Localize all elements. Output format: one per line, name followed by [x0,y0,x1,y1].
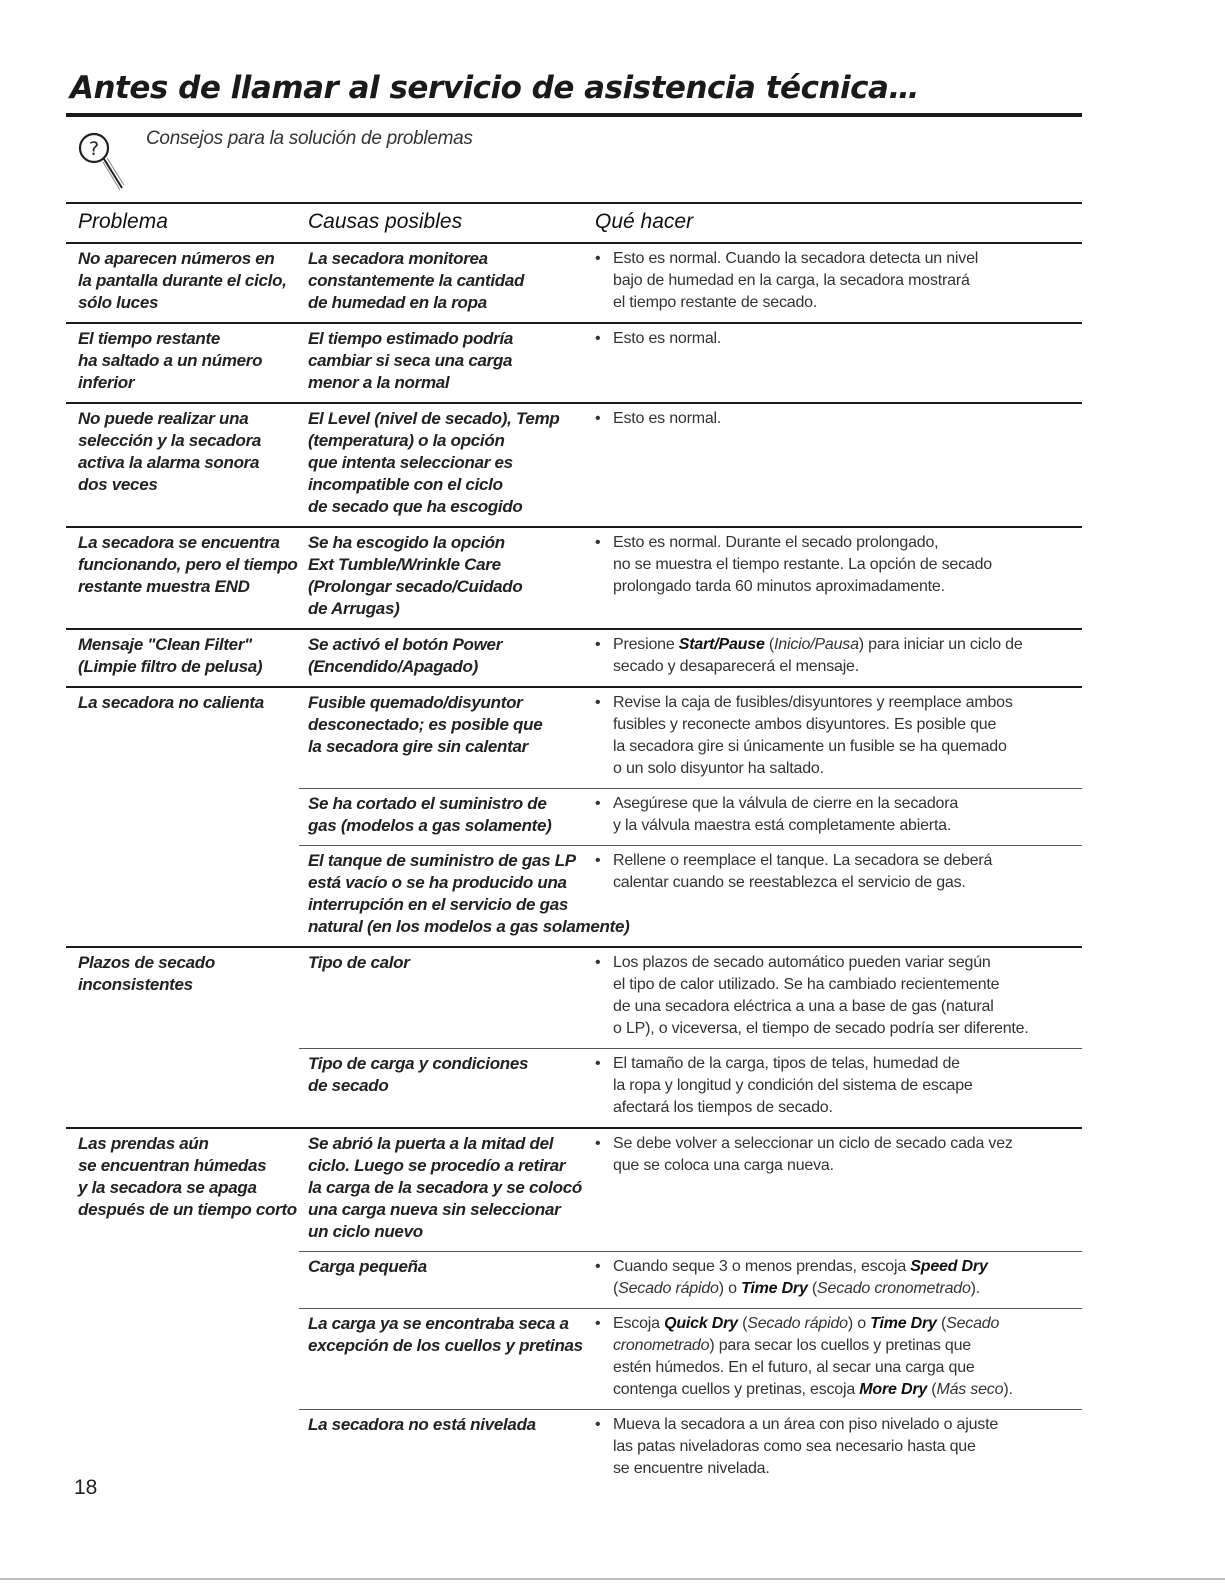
todo-part: Escoja [613,1315,665,1332]
cause-text: Se abrió la puerta a la mitad del ciclo. Luego se procedío a retirar la carga de la secadora y se colocó una carga nueva sin seleccionar un ciclo nuevo [308,1134,582,1241]
todo-text: • Mueva la secadora a un área con piso nivelado o ajuste las patas niveladoras como sea necesario hasta que se encuentre nivelada. [595,1414,1082,1480]
todo-part: ( [936,1315,947,1332]
todo-part: Cuando seque 3 o menos prendas, escoja [613,1258,911,1275]
todo-text: • Esto es normal. [595,328,1082,350]
problem-group [66,404,1082,528]
todo-text: • Se debe volver a seleccionar un ciclo de secado cada vez que se coloca una carga nueva. [595,1133,1082,1177]
cause-entry [299,688,1082,788]
problem-text: Plazos de secado inconsistentes [78,953,215,994]
page-title: Antes de llamar al servicio de asistencia técnica… [70,70,919,106]
bottom-rule [0,1578,1225,1580]
todo-part: ( [764,636,775,653]
problem-group [66,528,1082,630]
cause-text: Se ha escogido la opción Ext Tumble/Wrinkle Care (Prolongar secado/Cuidado de Arrugas) [308,533,523,618]
cause-text: La secadora monitorea constantemente la cantidad de humedad en la ropa [308,249,525,312]
cause-text: Carga pequeña [308,1257,427,1276]
todo-part: ). [970,1280,981,1297]
problem-group [66,244,1082,324]
header-problem: Problema [78,210,168,233]
cause-text: Fusible quemado/disyuntor desconectado; es posible que la secadora gire sin calentar [308,693,543,756]
quick-dry-label: Quick Dry [664,1315,738,1332]
todo-text [595,1313,1082,1401]
cause-text: Tipo de carga y condiciones de secado [308,1054,529,1095]
cause-entry [299,528,1082,628]
cause-text: Se activó el botón Power (Encendido/Apagado) [308,635,503,676]
cause-text: El tanque de suministro de gas LP está vacío o se ha producido una interrupción en el servicio de gas natural (en los modelos a gas solamente) [308,851,630,936]
page-subtitle: Consejos para la solución de problemas [146,128,473,149]
todo-text: • Esto es normal. Durante el secado prolongado, no se muestra el tiempo restante. La opción de secado prolongado tarda 60 minutos aproximadamente. [595,532,1082,598]
todo-part: ( [807,1280,818,1297]
todo-part: Más seco [936,1381,1004,1398]
todo-part: ) o [718,1280,742,1297]
todo-text: • Revise la caja de fusibles/disyuntores y reemplace ambos fusibles y reconecte ambos disyuntores. Es posible que la secadora gire si únicamente un fusible se ha quemado o un solo disyuntor ha saltado. [595,692,1082,780]
cause-text: El Level (nivel de secado), Temp (temperatura) o la opción que intenta seleccionar es incompatible con el ciclo de secado que ha escogido [308,409,560,516]
page-number: 18 [74,1476,98,1499]
problem-group [66,948,1082,1129]
troubleshooting-table [66,202,1082,1488]
cause-entry [299,1129,1082,1251]
todo-text: • Los plazos de secado automático pueden variar según el tipo de calor utilizado. Se ha cambiado recientemente de una secadora eléctrica a una a base de gas (natural o LP), o viceversa, el tiempo de secado podría ser diferente. [595,952,1082,1040]
problem-text: No aparecen números en la pantalla durante el ciclo, sólo luces [78,249,287,312]
cause-text: La secadora no está nivelada [308,1415,536,1434]
cause-text: Se ha cortado el suministro de gas (modelos a gas solamente) [308,794,552,835]
todo-part: ( [613,1280,619,1297]
more-dry-label: More Dry [859,1381,928,1398]
todo-text [595,1256,1082,1300]
cause-text: El tiempo estimado podría cambiar si seca una carga menor a la normal [308,329,514,392]
problem-group [66,324,1082,404]
todo-part: ) o [847,1315,871,1332]
question-magnifier-icon [76,130,126,194]
todo-part: ( [737,1315,748,1332]
cause-entry [299,1251,1082,1308]
todo-part: ) para secar los cuellos y pretinas que estén húmedos. En el futuro, al secar una carga que contenga cuellos y pretinas, escoja [613,1337,975,1398]
todo-part: Secado cronometrado [817,1280,971,1297]
todo-part: Secado rápido [618,1280,719,1297]
header-todo: Qué hacer [595,210,694,233]
cause-entry [299,1409,1082,1488]
time-dry-label: Time Dry [741,1280,808,1297]
problem-text: La secadora se encuentra funcionando, pero el tiempo restante muestra END [78,533,298,596]
cause-entry [299,1308,1082,1409]
cause-entry [299,404,1082,526]
todo-text: • Esto es normal. Cuando la secadora detecta un nivel bajo de humedad en la carga, la secadora mostrará el tiempo restante de secado. [595,248,1082,314]
todo-part: Inicio/Pausa [774,636,859,653]
todo-part: ( [927,1381,937,1398]
svg-text:?: ? [88,138,100,160]
problem-text: Mensaje "Clean Filter" (Limpie filtro de pelusa) [78,635,263,676]
problem-text: El tiempo restante ha saltado a un número inferior [78,329,263,392]
todo-part: ) para iniciar un ciclo de secado y desaparecerá el mensaje. [613,636,1023,675]
todo-part: ). [1003,1381,1013,1398]
table-header [66,202,1082,244]
cause-text: La carga ya se encontraba seca a excepción de los cuellos y pretinas [308,1314,583,1355]
cause-text: Tipo de calor [308,953,410,972]
cause-entry [299,948,1082,1048]
todo-text [595,634,1082,678]
todo-text: • Rellene o reemplace el tanque. La secadora se deberá calentar cuando se reestablezca el servicio de gas. [595,850,1082,894]
todo-part: Presione [613,636,679,653]
problem-group [66,1129,1082,1488]
todo-part: Secado rápido [747,1315,848,1332]
problem-text: La secadora no calienta [78,693,264,712]
start-pause-label: Start/Pause [678,636,765,653]
todo-text: • Asegúrese que la válvula de cierre en la secadora y la válvula maestra está completamente abierta. [595,793,1082,837]
problem-group [66,688,1082,948]
speed-dry-label: Speed Dry [910,1258,988,1275]
problem-text: Las prendas aún se encuentran húmedas y la secadora se apaga después de un tiempo corto [78,1134,297,1219]
cause-entry [299,1048,1082,1127]
cause-entry [299,845,1082,946]
todo-part: Secado cronometrado [613,1315,1000,1354]
cause-entry [299,324,1082,402]
cause-entry [299,788,1082,845]
problem-group [66,630,1082,688]
cause-entry [299,630,1082,686]
time-dry-label: Time Dry [870,1315,937,1332]
header-causes: Causas posibles [308,210,463,233]
cause-entry [299,244,1082,322]
problem-text: No puede realizar una selección y la secadora activa la alarma sonora dos veces [78,409,262,494]
title-rule [66,113,1082,117]
todo-text: • Esto es normal. [595,408,1082,430]
todo-text: • El tamaño de la carga, tipos de telas, humedad de la ropa y longitud y condición del sistema de escape afectará los tiempos de secado. [595,1053,1082,1119]
